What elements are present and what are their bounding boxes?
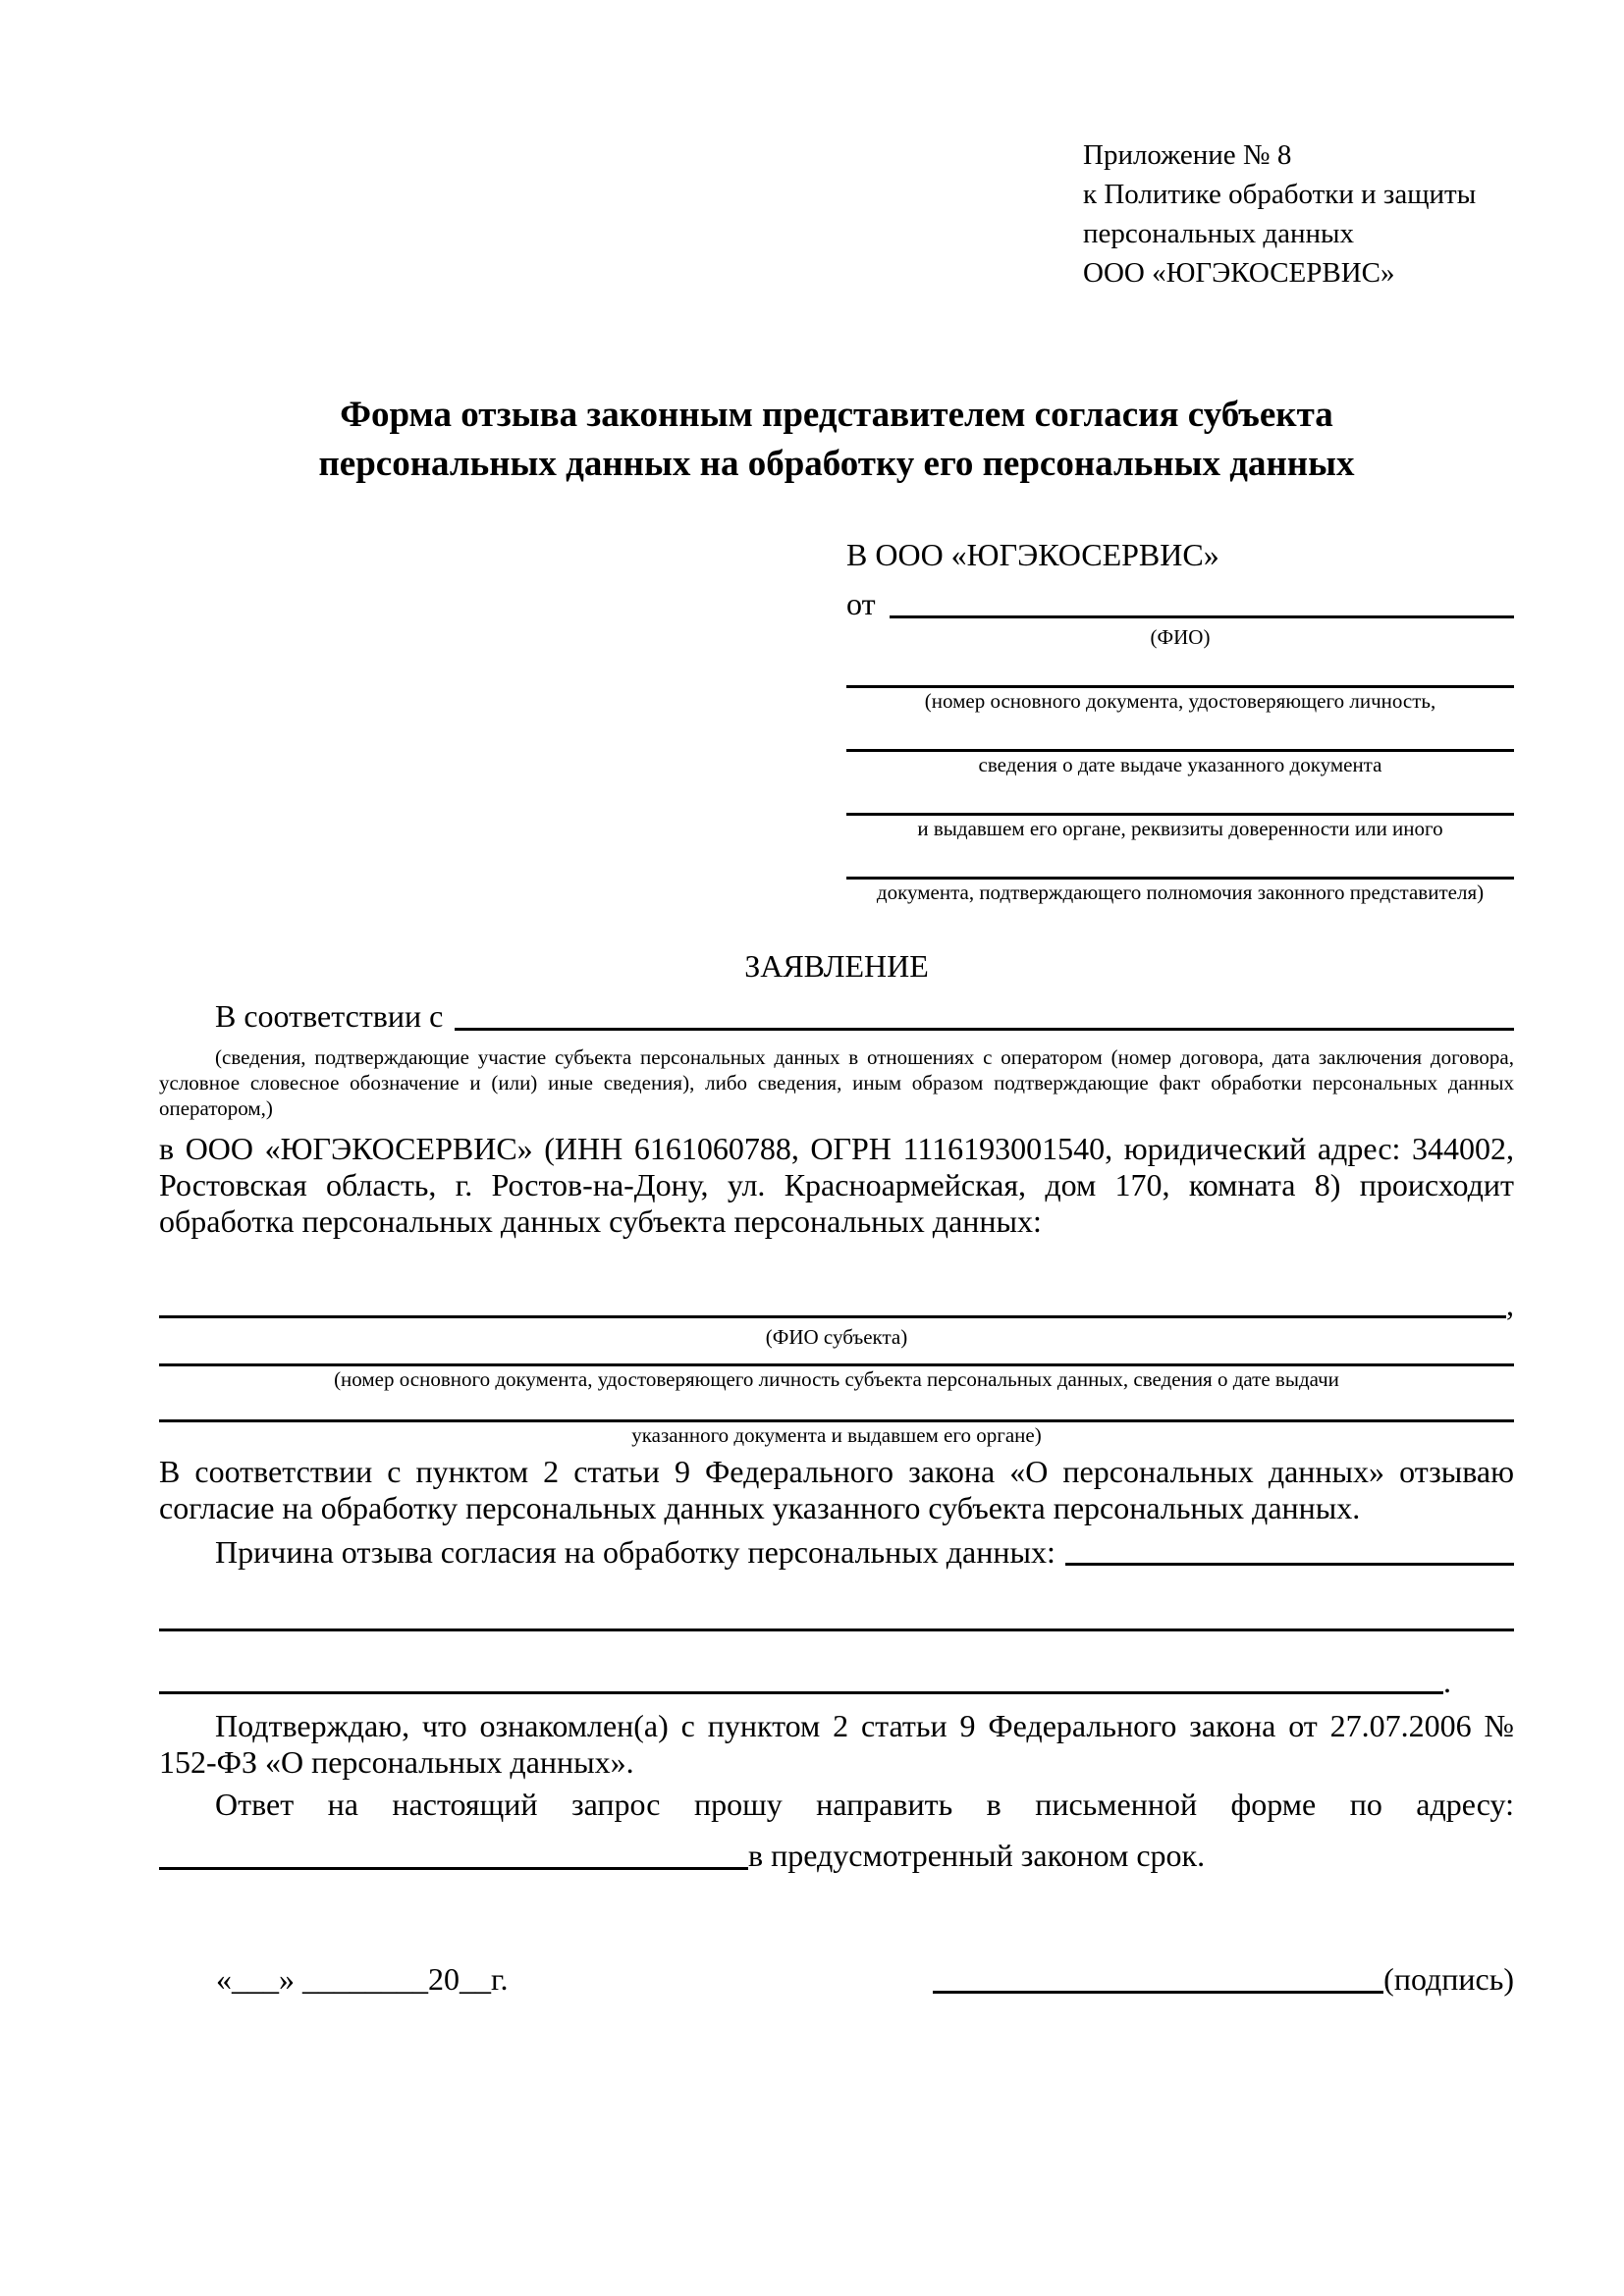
addressee-field-issue-date bbox=[846, 749, 1514, 777]
reason-period: . bbox=[1443, 1664, 1451, 1699]
confirm-paragraph: Подтверждаю, что ознакомлен(а) с пунктом 2 статьи 9 Федерального закона от 27.07.2006 № 152-ФЗ «О персональных данных». bbox=[159, 1708, 1514, 1780]
reason-blank-line bbox=[1065, 1563, 1514, 1566]
signature-group bbox=[933, 1958, 1514, 2000]
date-blank-text: «___» ________20__г. bbox=[216, 1961, 509, 1997]
accordance-label: В соответствии с bbox=[215, 998, 444, 1034]
accordance-row bbox=[159, 995, 1514, 1037]
document-title-line-1: Форма отзыва законным представителем согласия субъекта bbox=[340, 395, 1333, 435]
subject-name-caption: (ФИО субъекта) bbox=[765, 1325, 908, 1349]
from-label: от bbox=[846, 586, 876, 621]
addressee-field-issuing-authority bbox=[846, 813, 1514, 841]
document-content bbox=[159, 0, 1514, 2000]
subject-document-field-1 bbox=[159, 1363, 1514, 1392]
subject-name-field bbox=[159, 1285, 1514, 1350]
reason-label: Причина отзыва согласия на обработку персональных данных: bbox=[215, 1534, 1056, 1570]
addressee-organization: В ООО «ЮГЭКОСЕРВИС» bbox=[846, 537, 1219, 572]
fio-caption: (ФИО) bbox=[1150, 625, 1211, 649]
appendix-header bbox=[1083, 0, 1514, 293]
date-signature-row bbox=[159, 1958, 1514, 2000]
document-title bbox=[159, 391, 1514, 489]
signature-blank-line bbox=[933, 1991, 1383, 1994]
authority-document-caption: документа, подтверждающего полномочия законного представителя) bbox=[876, 881, 1485, 904]
reason-extra-blank-row-2 bbox=[159, 1663, 1514, 1700]
statement-heading: ЗАЯВЛЕНИЕ bbox=[744, 948, 929, 984]
reason-extra-blank-line-1 bbox=[159, 1629, 1514, 1631]
subject-document-caption-2: указанного документа и выдавшем его органе) bbox=[631, 1423, 1042, 1447]
document-title-line-2: персональных данных на обработку его персональных данных bbox=[318, 444, 1355, 484]
addressee-field-authority-document bbox=[846, 877, 1514, 905]
addressee-from-row bbox=[846, 583, 1514, 624]
issuing-authority-caption: и выдавшем его органе, реквизиты доверенности или иного bbox=[917, 817, 1443, 840]
appendix-line-4: ООО «ЮГЭКОСЕРВИС» bbox=[1083, 257, 1395, 289]
subject-name-comma: , bbox=[1506, 1287, 1514, 1322]
addressee-block bbox=[846, 534, 1514, 905]
appendix-line-1: Приложение № 8 bbox=[1083, 139, 1292, 171]
answer-address-blank-line bbox=[159, 1867, 748, 1870]
reason-row bbox=[159, 1532, 1514, 1572]
accordance-caption: (сведения, подтверждающие участие субъекта персональных данных в отношениях с оператором (номер договора, дата заключения договора, условное словесное обозначение и (или) иные сведения), либо сведения, иным образом подтверждающие факт обработки персональных данных оператором,) bbox=[159, 1045, 1514, 1120]
reason-extra-blank-line-2 bbox=[159, 1691, 1443, 1694]
issue-date-caption: сведения о дате выдаче указанного документа bbox=[978, 753, 1382, 776]
subject-name-row bbox=[159, 1285, 1514, 1324]
answer-paragraph: Ответ на настоящий запрос прошу направить в письменной форме по адресу: bbox=[215, 1787, 1514, 1822]
signature-caption: (подпись) bbox=[1383, 1961, 1514, 1997]
addressee-field-document-number bbox=[846, 685, 1514, 714]
subject-document-field-2 bbox=[159, 1419, 1514, 1448]
appendix-line-3: персональных данных bbox=[1083, 218, 1355, 249]
answer-address-row bbox=[159, 1835, 1514, 1876]
accordance-blank-line bbox=[455, 1028, 1514, 1031]
from-name-blank-line bbox=[890, 615, 1514, 618]
answer-tail-text: в предусмотренный законом срок. bbox=[748, 1838, 1206, 1873]
subject-name-blank-line bbox=[159, 1315, 1506, 1318]
subject-document-caption-1: (номер основного документа, удостоверяющего личность субъекта персональных данных, сведения о дате выдачи bbox=[334, 1367, 1339, 1391]
appendix-line-2: к Политике обработки и защиты bbox=[1083, 179, 1477, 210]
operator-paragraph: в ООО «ЮГЭКОСЕРВИС» (ИНН 6161060788, ОГРН 1116193001540, юридический адрес: 344002, Ростовская область, г. Ростов-на-Дону, ул. Красноармейская, дом 170, комната 8) происходит обработка персональных данных субъекта персональных данных: bbox=[159, 1131, 1514, 1239]
document-number-caption: (номер основного документа, удостоверяющего личность, bbox=[924, 689, 1436, 713]
withdraw-paragraph: В соответствии с пунктом 2 статьи 9 Федерального закона «О персональных данных» отзываю согласие на обработку персональных данных указанного субъекта персональных данных. bbox=[159, 1454, 1514, 1525]
